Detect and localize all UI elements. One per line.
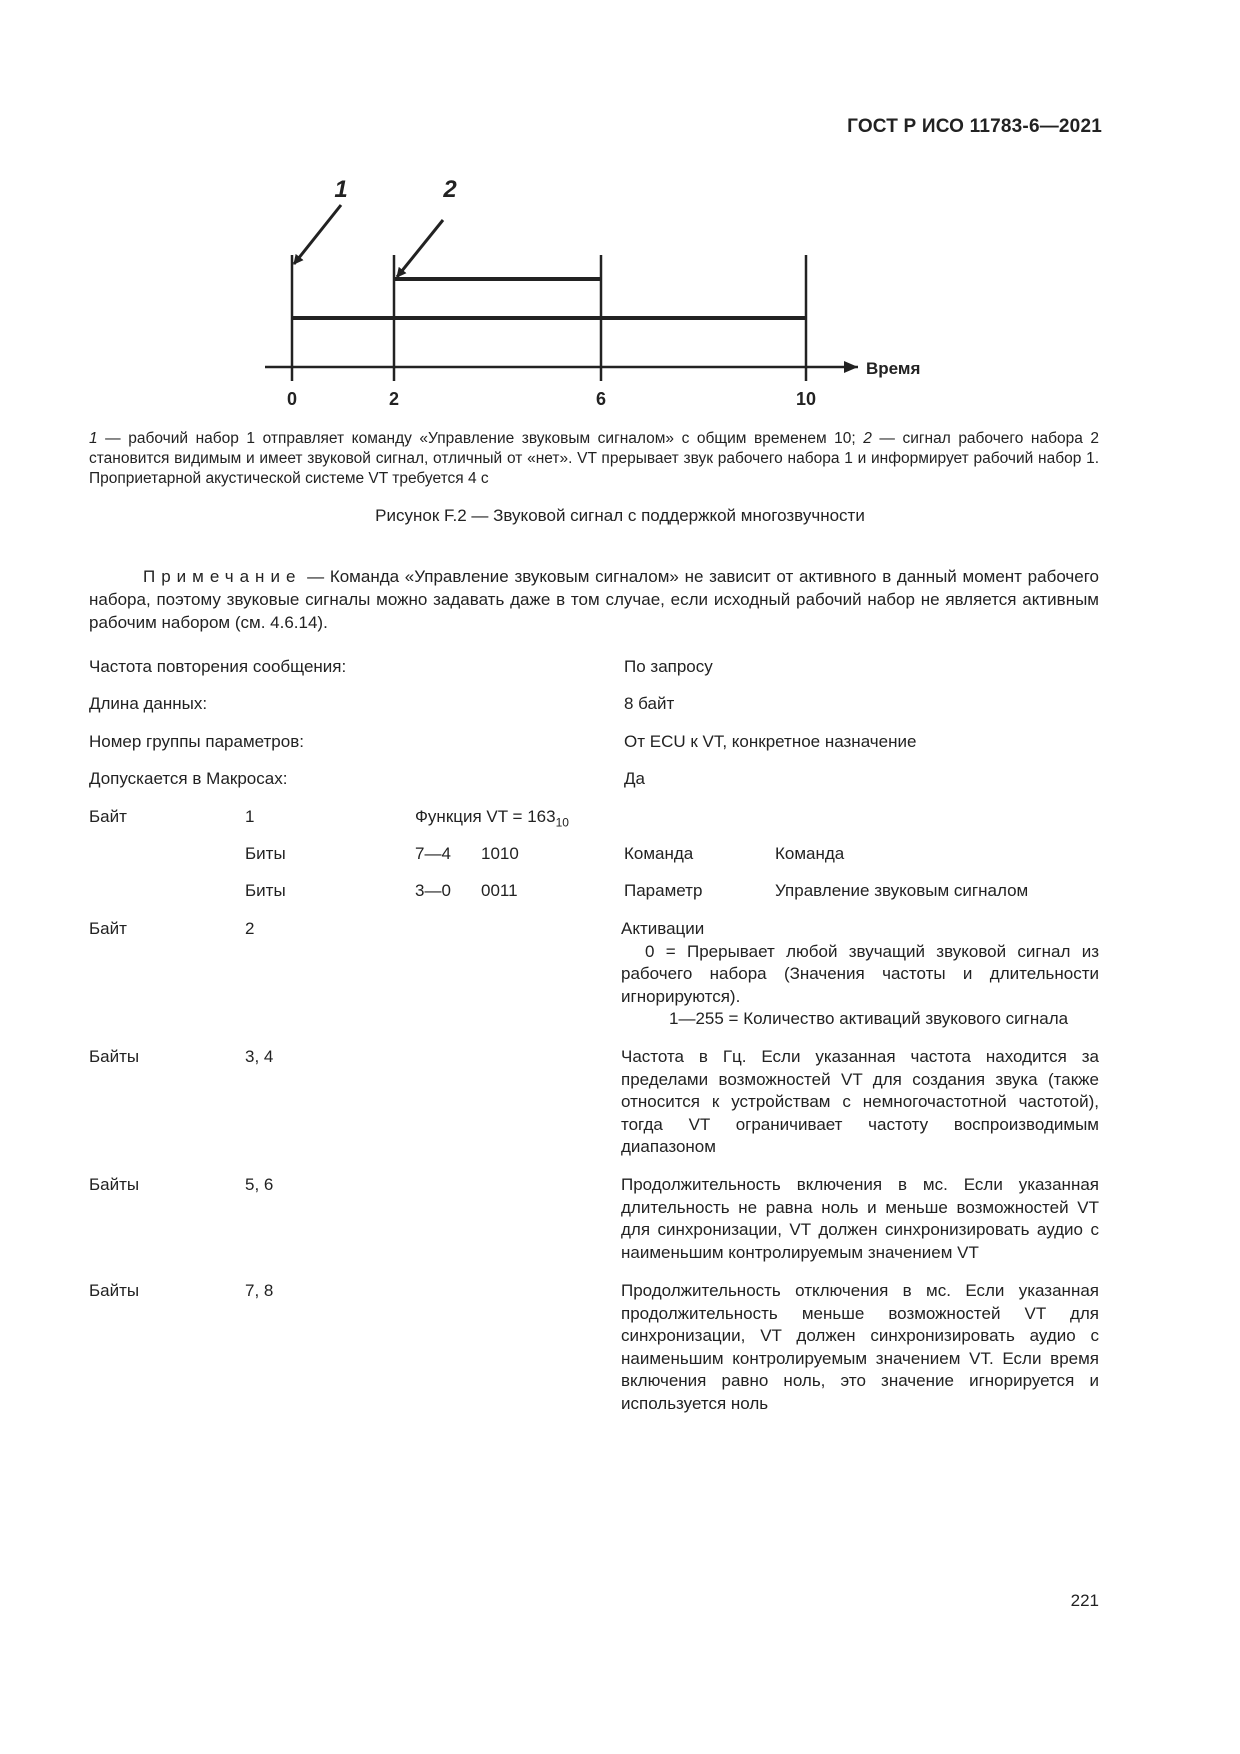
byte-label: Байты: [89, 1281, 140, 1300]
legend-key-2: 2: [863, 430, 872, 447]
byte2-value-0: 0 = Прерывает любой звучащий звуковой сигнал из рабочего набора (Значения частоты и длительности игнорируются).: [621, 941, 1099, 1006]
callout-1-label: 1: [334, 176, 348, 203]
param-value: От ECU к VT, конкретное назначение: [624, 732, 917, 751]
param-label: Частота повторения сообщения:: [89, 657, 347, 676]
note-label: Примечание: [143, 567, 302, 586]
bytes56-description: Продолжительность включения в мс. Если указанная длительность не равна ноль и меньше возможностей VT для синхронизации, VT должен синхронизировать аудио с наименьшим контролируемым значением VT: [621, 1175, 1099, 1262]
param-label: Длина данных:: [89, 694, 208, 713]
byte2-value-range: 1—255 = Количество активаций звукового сигнала: [669, 1009, 1069, 1028]
byte-label: Байты: [89, 1047, 140, 1066]
param-label: Допускается в Макросах:: [89, 769, 288, 788]
tick-label: 0: [286, 389, 298, 409]
tick-label: 10: [795, 389, 817, 409]
bits-label: Биты: [245, 881, 286, 900]
bytes78-description: Продолжительность отключения в мс. Если указанная продолжительность меньше возможностей VT для синхронизации, VT должен синхронизировать аудио с наименьшим контролируемым значением VT. Если время включения равно ноль, это значение игнорируется и используется ноль: [621, 1281, 1099, 1413]
figure-title: Рисунок F.2 — Звуковой сигнал с поддержкой многозвучности: [375, 506, 865, 525]
byte2-description: [621, 918, 1099, 1031]
document-header: ГОСТ Р ИСО 11783-6—2021: [847, 116, 1102, 137]
byte-number: 3, 4: [245, 1047, 274, 1066]
param-value: 8 байт: [624, 694, 675, 713]
byte-number: 5, 6: [245, 1175, 274, 1194]
timing-figure: [0, 0, 1240, 420]
tick-label: 6: [595, 389, 607, 409]
bits-name: Управление звуковым сигналом: [775, 881, 1029, 900]
bits-range: 7—4: [415, 844, 451, 863]
figure-legend: [89, 429, 1099, 489]
bits-name: Команда: [775, 844, 845, 863]
note-paragraph: [89, 565, 1099, 634]
byte-label: Байт: [89, 919, 127, 938]
legend-key-1: 1: [89, 430, 98, 447]
tick-label: 2: [388, 389, 400, 409]
callout-2-arrow-icon: [397, 220, 443, 277]
axis-label: Время: [866, 359, 921, 378]
bits-value: 1010: [481, 844, 519, 863]
bits-range: 3—0: [415, 881, 451, 900]
vt-function-text: Функция VT = 163: [415, 807, 556, 826]
byte-number: 2: [245, 919, 255, 938]
param-value: Да: [624, 769, 645, 788]
bits-type: Параметр: [624, 881, 703, 900]
byte-label: Байты: [89, 1175, 140, 1194]
vt-function-base: 10: [555, 815, 569, 830]
legend-text-2: — сигнал рабочего набора 2 становится видимым и имеет звуковой сигнал, отличный от «нет». VT прерывает звук рабочего набора 1 и информирует рабочий набор 1. Проприетарной акустической системе VT требуется 4 с: [89, 430, 1099, 487]
callout-2-label: 2: [443, 176, 457, 203]
bits-type: Команда: [624, 844, 694, 863]
param-value: По запросу: [624, 657, 713, 676]
bits-value: 0011: [481, 881, 518, 900]
bytes34-description: Частота в Гц. Если указанная частота находится за пределами возможностей VT для создания звука (также относится к устройствам с немногочастотной частотой), тогда VT ограничивает частоту воспроизводимым диапазоном: [621, 1047, 1099, 1156]
vt-function: [415, 806, 569, 834]
param-label: Номер группы параметров:: [89, 732, 304, 751]
byte-number: 7, 8: [245, 1281, 274, 1300]
callout-1-arrow-icon: [294, 205, 341, 264]
page-number: 221: [1070, 1591, 1099, 1610]
bits-label: Биты: [245, 844, 286, 863]
byte-label: Байт: [89, 807, 127, 826]
time-axis-arrow-icon: [844, 361, 858, 373]
byte-number: 1: [245, 807, 255, 826]
byte2-title: Активации: [621, 919, 705, 938]
note-text: — Команда «Управление звуковым сигналом» не зависит от активного в данный момент рабочего набора, поэтому звуковые сигналы можно задавать даже в том случае, если исходный рабочий набор не является активным рабочим набором (см. 4.6.14).: [89, 567, 1099, 632]
legend-text-1: — рабочий набор 1 отправляет команду «Управление звуковым сигналом» с общим временем 10;: [97, 430, 864, 447]
